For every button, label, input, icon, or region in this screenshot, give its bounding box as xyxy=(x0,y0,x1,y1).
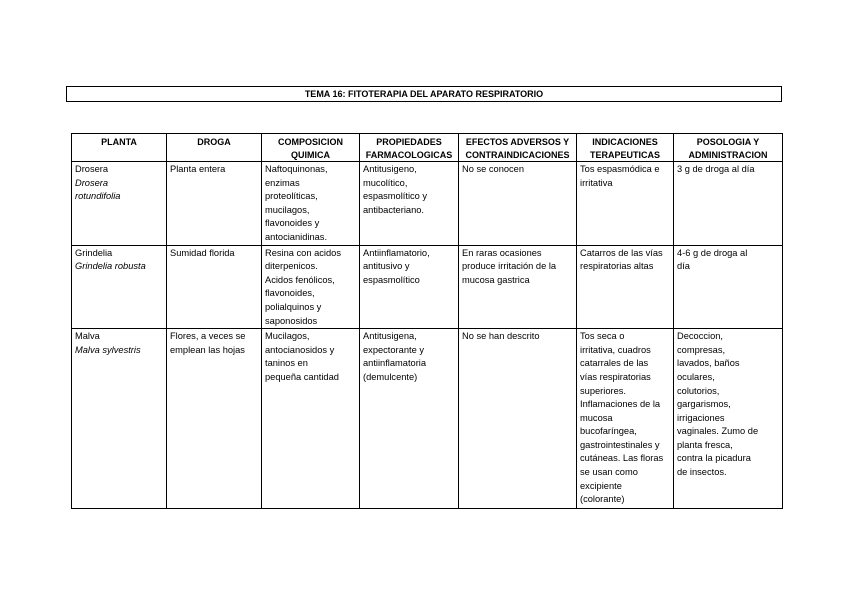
cell-droga xyxy=(167,245,262,329)
column-header-droga xyxy=(167,134,262,162)
cell-text: polialquinos y xyxy=(265,301,322,312)
cell-text: No se conocen xyxy=(462,164,525,174)
column-header-efectos xyxy=(459,134,577,162)
cell-text: Antitusigena, xyxy=(363,331,417,342)
cell-efectos xyxy=(459,162,577,246)
plant-scientific-name: Malva sylvestris xyxy=(75,344,141,355)
cell-text: saponosidos xyxy=(265,315,318,326)
cell-text: excipiente xyxy=(580,480,622,491)
cell-composicion xyxy=(262,162,360,246)
cell-text: Inflamaciones de la xyxy=(580,399,661,410)
column-header-text: INDICACIONES xyxy=(592,137,658,147)
cell-text: emplean las hojas xyxy=(170,344,245,355)
column-header-text: DROGA xyxy=(197,137,231,147)
cell-text: antocianidinas. xyxy=(265,231,328,242)
column-header-text: PROPIEDADES xyxy=(376,137,442,147)
cell-text: espasmolítico y xyxy=(363,191,428,202)
cell-text: antocianosidos y xyxy=(265,344,335,355)
cell-text: mucolítico, xyxy=(363,177,408,188)
cell-text: Mucilagos, xyxy=(265,331,310,342)
cell-text: proteolíticas, xyxy=(265,191,318,202)
cell-text: compresas, xyxy=(677,344,726,355)
cell-indicaciones xyxy=(577,329,674,509)
cell-text: Tos espasmódica e xyxy=(580,164,660,174)
column-header-text: FARMACOLOGICAS xyxy=(365,149,453,160)
cell-text: En raras ocasiones xyxy=(462,247,542,258)
cell-text: pequeña cantidad xyxy=(265,371,339,382)
cell-text: superiores. xyxy=(580,385,626,396)
cell-propiedades xyxy=(360,329,459,509)
page-title: TEMA 16: FITOTERAPIA DEL APARATO RESPIRATORIO xyxy=(66,86,782,102)
plant-scientific-name: Grindelia robusta xyxy=(75,261,146,272)
cell-text: lavados, baños xyxy=(677,358,740,369)
cell-text: planta fresca, xyxy=(677,439,733,450)
cell-text: antiinflamatoria xyxy=(363,358,427,369)
cell-posologia xyxy=(674,329,783,509)
cell-text: irrigaciones xyxy=(677,412,725,423)
cell-text: (colorante) xyxy=(580,494,625,505)
cell-text: oculares, xyxy=(677,371,715,382)
cell-composicion xyxy=(262,329,360,509)
plant-common-name: Drosera xyxy=(75,164,109,174)
cell-text: contra la picadura xyxy=(677,453,751,464)
plant-scientific-name: rotundifolia xyxy=(75,191,121,202)
cell-text: No se han descrito xyxy=(462,331,540,342)
cell-text: gastrointestinales y xyxy=(580,439,660,450)
cell-planta xyxy=(72,245,167,329)
plant-common-name: Malva xyxy=(75,331,100,342)
cell-composicion xyxy=(262,245,360,329)
cell-text: se usan como xyxy=(580,467,638,478)
column-header-text: PLANTA xyxy=(101,137,137,147)
cell-text: cutáneas. Las floras xyxy=(580,453,664,464)
cell-text: Sumidad florida xyxy=(170,247,235,258)
cell-text: espasmolítico xyxy=(363,274,420,285)
cell-text: irritativa xyxy=(580,177,613,188)
column-header-text: TERAPEUTICAS xyxy=(589,149,660,160)
column-header-composicion xyxy=(262,134,360,162)
cell-text: gargarismos, xyxy=(677,399,731,410)
cell-propiedades xyxy=(360,162,459,246)
cell-text: de insectos. xyxy=(677,467,727,478)
cell-text: antibacteriano. xyxy=(363,204,424,215)
table-row xyxy=(72,329,783,509)
column-header-text: EFECTOS ADVERSOS Y xyxy=(465,137,570,147)
cell-text: 4-6 g de droga al xyxy=(677,247,748,258)
cell-text: Planta entera xyxy=(170,164,226,174)
cell-text: Tos seca o xyxy=(580,331,625,342)
cell-text: expectorante y xyxy=(363,344,424,355)
cell-text: (demulcente) xyxy=(363,371,418,382)
cell-efectos xyxy=(459,329,577,509)
phytotherapy-table xyxy=(71,133,783,509)
column-header-text: QUIMICA xyxy=(291,149,330,160)
cell-text: Catarros de las vías xyxy=(580,247,663,258)
column-header-text: COMPOSICION xyxy=(277,137,343,147)
column-header-propiedades xyxy=(360,134,459,162)
cell-propiedades xyxy=(360,245,459,329)
cell-posologia xyxy=(674,162,783,246)
cell-text: catarrales de las xyxy=(580,358,649,369)
cell-text: mucosa gastrica xyxy=(462,274,530,285)
cell-text: día xyxy=(677,261,690,272)
cell-text: Decoccion, xyxy=(677,331,723,342)
cell-planta xyxy=(72,162,167,246)
column-header-text: POSOLOGIA Y xyxy=(696,137,760,147)
cell-text: colutorios, xyxy=(677,385,720,396)
cell-text: mucilagos, xyxy=(265,204,310,215)
cell-posologia xyxy=(674,245,783,329)
table-header-row xyxy=(72,134,783,162)
cell-planta xyxy=(72,329,167,509)
plant-common-name: Grindelia xyxy=(75,247,113,258)
cell-indicaciones xyxy=(577,162,674,246)
cell-text: flavonoides y xyxy=(265,218,320,229)
cell-text: vaginales. Zumo de xyxy=(677,426,759,437)
cell-text: diterpenicos. xyxy=(265,261,318,272)
cell-text: 3 g de droga al día xyxy=(677,164,755,174)
cell-text: enzimas xyxy=(265,177,300,188)
cell-text: bucofaríngea, xyxy=(580,426,637,437)
cell-text: produce irritación de la xyxy=(462,261,557,272)
cell-text: Flores, a veces se xyxy=(170,331,246,342)
cell-text: antitusivo y xyxy=(363,261,410,272)
table-row xyxy=(72,245,783,329)
cell-text: Resina con acidos xyxy=(265,247,341,258)
column-header-planta xyxy=(72,134,167,162)
cell-text: flavonoides, xyxy=(265,288,315,299)
cell-droga xyxy=(167,329,262,509)
column-header-indicaciones xyxy=(577,134,674,162)
cell-text: Antitusigeno, xyxy=(363,164,417,174)
plant-scientific-name: Drosera xyxy=(75,177,109,188)
cell-text: mucosa xyxy=(580,412,613,423)
cell-text: irritativa, cuadros xyxy=(580,344,651,355)
cell-text: respiratorias altas xyxy=(580,261,654,272)
cell-text: Acidos fenólicos, xyxy=(265,274,335,285)
cell-text: Antiinflamatorio, xyxy=(363,247,430,258)
cell-droga xyxy=(167,162,262,246)
cell-text: Naftoquinonas, xyxy=(265,164,328,174)
column-header-text: ADMINISTRACION xyxy=(688,149,768,160)
column-header-posologia xyxy=(674,134,783,162)
cell-indicaciones xyxy=(577,245,674,329)
table-row xyxy=(72,162,783,246)
cell-efectos xyxy=(459,245,577,329)
column-header-text: CONTRAINDICACIONES xyxy=(465,149,570,160)
cell-text: taninos en xyxy=(265,358,308,369)
cell-text: vías respiratorias xyxy=(580,371,651,382)
